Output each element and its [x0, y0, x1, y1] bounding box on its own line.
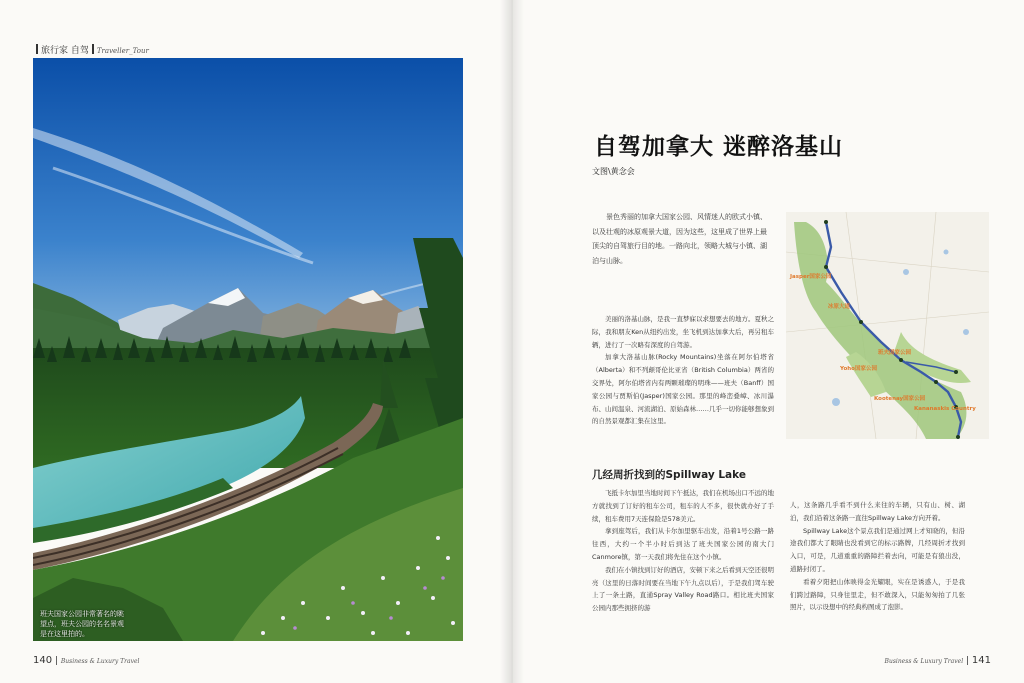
right-folio — [885, 655, 991, 666]
running-head — [33, 43, 149, 56]
mountain-river-illustration — [33, 58, 463, 641]
paragraph-2: 加拿大洛基山脉(Rocky Mountains)坐落在阿尔伯塔省（Alberta）和不列颠哥伦比亚省（British Columbia）两省的交界处，阿尔伯塔省内有两颗璀璨的明珠——班夫（Banff）国家公园与贾斯伯(Jasper)国家公园。那里的峰峦叠嶂、冰川瀑布、山间温泉、河流湖泊、原始森林……几乎一切你能够想象到的自然景观都汇集在这里。 — [592, 353, 774, 426]
paragraph-6: 人，这条路几乎看不到什么来往的车辆，只有山、树、湖泊，我们沿着这条路一直往Spillway Lake方向开着。 — [790, 501, 965, 522]
landscape-photo — [33, 58, 463, 641]
series-label: Traveller_Tour — [96, 47, 149, 55]
running-head-bar — [36, 44, 38, 54]
left-page-number: 140 — [33, 655, 53, 666]
article-subheading: 几经周折找到的Spillway Lake — [592, 469, 746, 481]
route-map — [786, 212, 989, 439]
article-byline: 文图\黄念会 — [592, 167, 635, 176]
section-label: 旅行家 自驾 — [41, 46, 89, 56]
left-magazine-name: Business & Luxury Travel — [60, 658, 140, 665]
folio-divider-left: | — [54, 656, 61, 666]
left-folio — [33, 655, 139, 666]
map-label-banff: 班夫国家公园 — [878, 350, 912, 356]
paragraph-4: 拿到座驾后，我们从卡尔加里驱车出发，沿着1号公路一路往西，大约一个半小时后到达了班夫国家公园的南大门Canmore镇，第一天我们将先住在这个小镇。 — [592, 527, 774, 561]
article-column-3 — [790, 499, 965, 614]
article-intro: 景色秀丽的加拿大国家公园、风情迷人的欧式小镇、以及壮观的冰原观景大道，因为这些，这里成了世界上最顶尖的自驾旅行目的地。一路向北，领略大城与小镇、湖泊与山脉。 — [592, 213, 767, 265]
map-label-jasper: Jasper国家公园 — [790, 274, 832, 280]
paragraph-7: Spillway Lake这个景点我们是通过网上才知晓的，但沿途我们都大了眼睛也没看到它的标示路牌，几经周折才找到入口，可是，几道重重的路障拦着去向，可能是有狼出没，道路封闭了。 — [790, 526, 965, 573]
right-magazine-name: Business & Luxury Travel — [884, 658, 964, 665]
article-column-2 — [592, 487, 774, 615]
route-map-graphic — [786, 212, 989, 439]
running-head-divider — [92, 44, 94, 54]
book-gutter — [500, 0, 524, 683]
map-label-icefields: 冰原大道 — [828, 304, 851, 310]
map-label-kananaskis: Kananaskis Country — [914, 406, 976, 412]
paragraph-3: 飞抵卡尔加里当地时间下午抵达，我们在机场出口不远的地方就找到了订好的租车公司，租车的人不多，很快就办好了手续，租车费用7天连保险是578美元。 — [592, 489, 774, 523]
article-title: 自驾加拿大 迷醉洛基山 — [594, 134, 844, 160]
article-column-1 — [592, 313, 774, 428]
folio-divider-right: | — [966, 656, 972, 666]
photo-caption: 班夫国家公园非常著名的眺望点，班夫公园的名名景观是在这里拍的。 — [40, 610, 124, 638]
right-page-number: 141 — [971, 655, 991, 666]
paragraph-1: 美丽的洛基山脉，是我一直梦寐以求想要去的地方。夏秋之际，我和朋友Ken从纽约出发，坐飞机到达加拿大后，再另租车辆，进行了一次略有深度的自驾游。 — [592, 315, 774, 349]
map-label-yoho: Yoho国家公园 — [840, 366, 877, 372]
map-label-kootenay: Kootenay国家公园 — [874, 396, 926, 402]
paragraph-8: 看着夕阳把山体映得金光耀眼，实在是诱惑人，于是我们跨过路障，只身往里走，但不敢深入，只能匆匆拍了几张照片，以示设想中的经典构图成了泡影。 — [790, 577, 965, 612]
paragraph-5: 我们在小镇找到订好的酒店，安顿下来之后看到天空还很明亮（这里的日落时间要在当地下午九点以后），于是我们驾车驶上了一条土路，直通Spray Valley Road路口。相比班夫国家公园内那些拥挤的游 — [592, 565, 774, 613]
